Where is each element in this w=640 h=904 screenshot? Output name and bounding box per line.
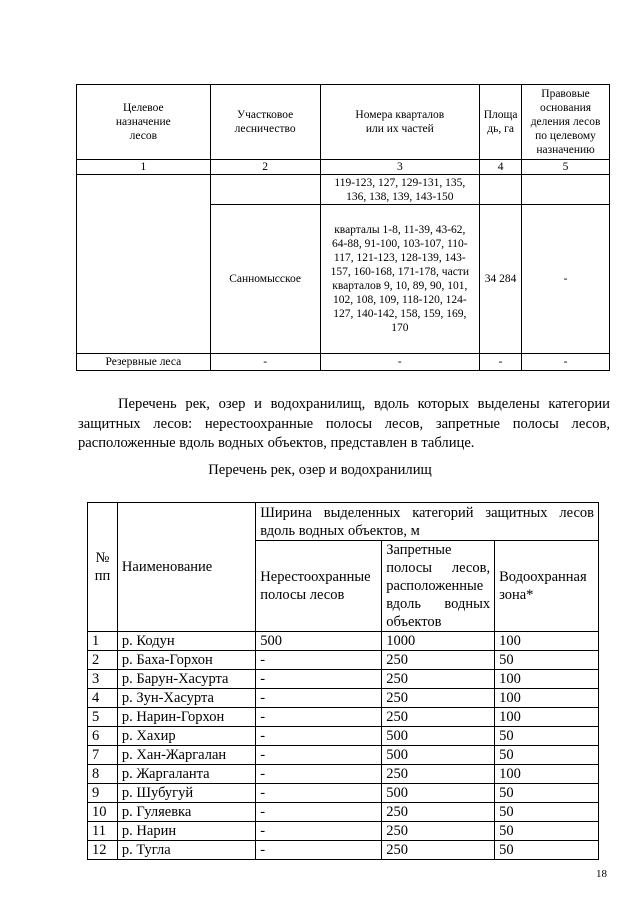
row-number: 8 xyxy=(88,765,118,784)
water-zone-width: 100 xyxy=(495,632,599,651)
table1-row-reserve xyxy=(77,354,610,371)
row-number: 1 xyxy=(88,632,118,651)
table1-header-row xyxy=(77,85,610,160)
spawning-width: - xyxy=(256,689,382,708)
spawning-width: - xyxy=(256,727,382,746)
river-name: р. Жаргаланта xyxy=(117,765,255,784)
header-forestry: Участковое лесничество xyxy=(210,85,320,160)
spawning-width: - xyxy=(256,746,382,765)
prohibited-width: 250 xyxy=(382,803,495,822)
table2-header-row xyxy=(88,503,599,541)
river-name: р. Нарин-Горхон xyxy=(117,708,255,727)
water-zone-width: 50 xyxy=(495,727,599,746)
page-number: 18 xyxy=(596,868,607,880)
table-row xyxy=(88,689,599,708)
river-name: р. Хан-Жаргалан xyxy=(117,746,255,765)
spawning-width: - xyxy=(256,841,382,860)
purpose-cell: Резервные леса xyxy=(77,354,211,371)
row-number: 2 xyxy=(88,651,118,670)
quarters-cell: 119-123, 127, 129-131, 135, 136, 138, 139, 143-150 xyxy=(320,175,480,205)
header-name: Наименование xyxy=(117,503,255,632)
area-cell xyxy=(480,175,522,205)
row-number: 4 xyxy=(88,689,118,708)
header-number: № пп xyxy=(88,503,118,632)
spawning-width: - xyxy=(256,765,382,784)
river-name: р. Гуляевка xyxy=(117,803,255,822)
row-number: 7 xyxy=(88,746,118,765)
forestry-cell: - xyxy=(210,354,320,371)
quarters-cell: - xyxy=(320,354,480,371)
prohibited-width: 250 xyxy=(382,841,495,860)
table-caption: Перечень рек, озер и водохранилищ xyxy=(208,462,432,478)
forestry-cell xyxy=(210,175,320,205)
body-paragraph: Перечень рек, озер и водохранилищ, вдоль которых выделены категории защитных лесов: нерестоохранные полосы лесов, запретные полосы лесов, расположенные вдоль водных объектов, представлен в таблице. xyxy=(78,396,610,451)
table-row xyxy=(88,803,599,822)
basis-cell: - xyxy=(522,205,610,354)
header-purpose: Целевое назначение лесов xyxy=(77,85,211,160)
row-number: 3 xyxy=(88,670,118,689)
water-zone-width: 50 xyxy=(495,784,599,803)
prohibited-width: 250 xyxy=(382,765,495,784)
water-zone-width: 100 xyxy=(495,708,599,727)
spawning-width: - xyxy=(256,708,382,727)
spawning-width: - xyxy=(256,670,382,689)
col-number: 3 xyxy=(320,160,480,175)
river-name: р. Кодун xyxy=(117,632,255,651)
spawning-width: - xyxy=(256,651,382,670)
row-number: 9 xyxy=(88,784,118,803)
header-area: Площа дь, га xyxy=(480,85,522,160)
area-cell: - xyxy=(480,354,522,371)
table-row xyxy=(88,784,599,803)
row-number: 5 xyxy=(88,708,118,727)
prohibited-width: 500 xyxy=(382,746,495,765)
water-zone-width: 100 xyxy=(495,765,599,784)
table-row xyxy=(88,822,599,841)
col-number: 4 xyxy=(480,160,522,175)
prohibited-width: 1000 xyxy=(382,632,495,651)
water-zone-width: 50 xyxy=(495,746,599,765)
river-name: р. Тугла xyxy=(117,841,255,860)
table-row xyxy=(88,632,599,651)
prohibited-width: 250 xyxy=(382,822,495,841)
forestry-cell: Санномысское xyxy=(210,205,320,354)
basis-cell: - xyxy=(522,354,610,371)
row-number: 12 xyxy=(88,841,118,860)
water-zone-width: 50 xyxy=(495,651,599,670)
header-spawning-strips: Нерестоохранные полосы лесов xyxy=(256,541,382,632)
river-name: р. Нарин xyxy=(117,822,255,841)
table-row xyxy=(88,727,599,746)
water-zone-width: 50 xyxy=(495,841,599,860)
table-row xyxy=(88,670,599,689)
row-number: 6 xyxy=(88,727,118,746)
spawning-width: - xyxy=(256,822,382,841)
col-number: 1 xyxy=(77,160,211,175)
area-cell: 34 284 xyxy=(480,205,522,354)
header-prohibited-strips: Запретные полосы лесов, расположенные вдоль водных объектов xyxy=(382,541,495,632)
river-name: р. Зун-Хасурта xyxy=(117,689,255,708)
header-quarters: Номера кварталов или их частей xyxy=(320,85,480,160)
table1-row-continuation xyxy=(77,175,610,205)
row-number: 11 xyxy=(88,822,118,841)
purpose-cell xyxy=(77,175,211,354)
col-number: 2 xyxy=(210,160,320,175)
spawning-width: - xyxy=(256,784,382,803)
table-row xyxy=(88,651,599,670)
water-zone-width: 100 xyxy=(495,689,599,708)
prohibited-width: 250 xyxy=(382,689,495,708)
prohibited-width: 250 xyxy=(382,651,495,670)
prohibited-width: 250 xyxy=(382,670,495,689)
rivers-table xyxy=(87,502,599,860)
header-water-protection-zone: Водоохранная зона* xyxy=(495,541,599,632)
spawning-width: 500 xyxy=(256,632,382,651)
table-row xyxy=(88,765,599,784)
water-zone-width: 50 xyxy=(495,803,599,822)
prohibited-width: 250 xyxy=(382,708,495,727)
table-row xyxy=(88,708,599,727)
quarters-cell: кварталы 1-8, 11-39, 43-62, 64-88, 91-100, 103-107, 110- 117, 121-123, 128-139, 143- 157, 160-168, 171-178, части кварталов 9, 10, 89, 90, 101, 102, 108, 109, 118-120, 124- 127, 140-142, 158, 159, 169, 170 xyxy=(320,205,480,354)
header-width-group: Ширина выделенных категорий защитных лесов вдоль водных объектов, м xyxy=(256,503,599,541)
spawning-width: - xyxy=(256,803,382,822)
table1-column-numbers-row xyxy=(77,160,610,175)
table-row xyxy=(88,746,599,765)
row-number: 10 xyxy=(88,803,118,822)
water-zone-width: 100 xyxy=(495,670,599,689)
river-name: р. Хахир xyxy=(117,727,255,746)
col-number: 5 xyxy=(522,160,610,175)
prohibited-width: 500 xyxy=(382,727,495,746)
river-name: р. Шубугуй xyxy=(117,784,255,803)
table-row xyxy=(88,841,599,860)
prohibited-width: 500 xyxy=(382,784,495,803)
forest-purpose-table xyxy=(76,84,610,371)
header-legal-basis: Правовые основания деления лесов по целевому назначению xyxy=(522,85,610,160)
river-name: р. Барун-Хасурта xyxy=(117,670,255,689)
basis-cell xyxy=(522,175,610,205)
river-name: р. Баха-Горхон xyxy=(117,651,255,670)
water-zone-width: 50 xyxy=(495,822,599,841)
